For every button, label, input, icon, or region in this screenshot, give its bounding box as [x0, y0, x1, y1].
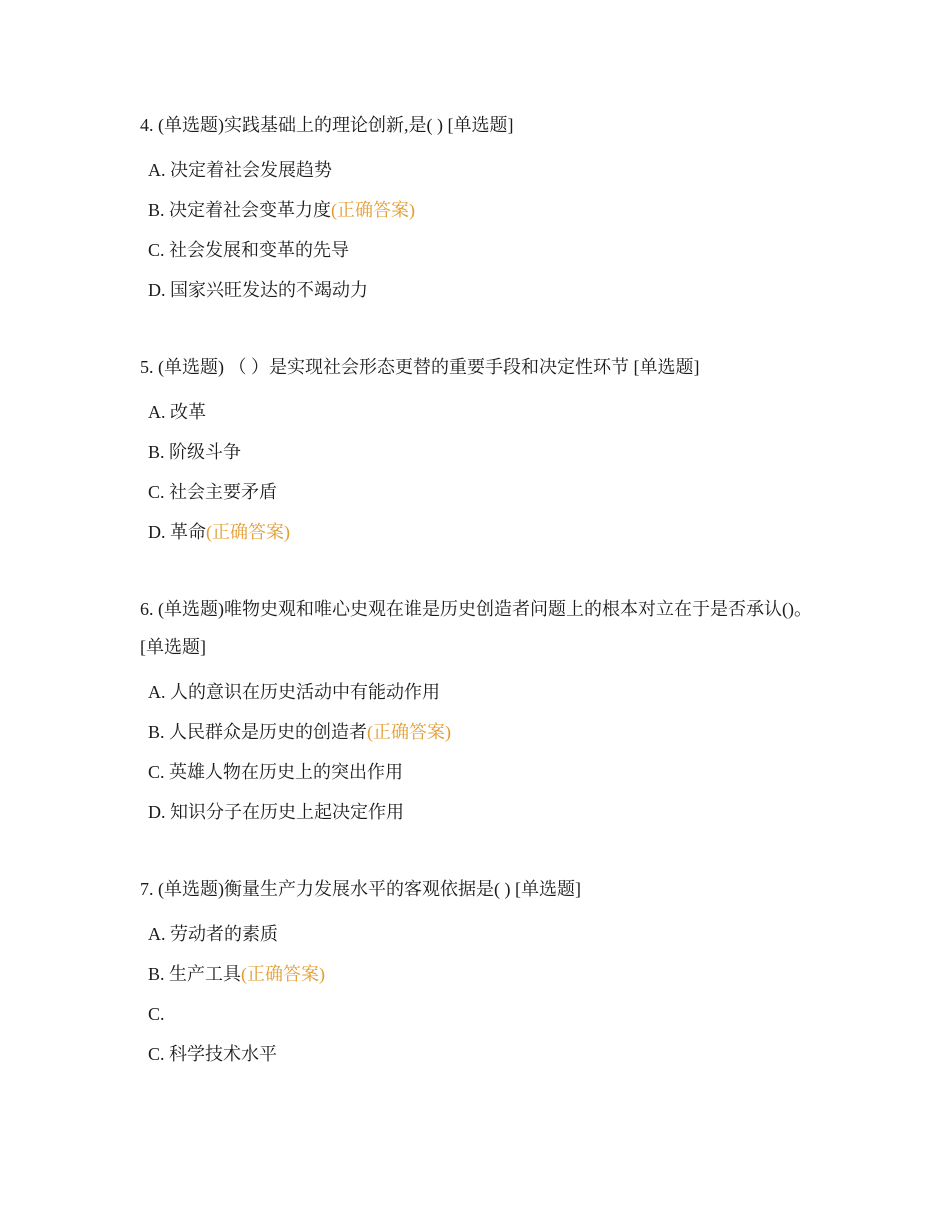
option-text: C. 社会发展和变革的先导 — [148, 240, 350, 260]
option-c-2 — [148, 1034, 820, 1074]
option-c — [148, 752, 820, 792]
question-stem: 4. (单选题)实践基础上的理论创新,是( ) [单选题] — [140, 115, 514, 135]
option-text: B. 阶级斗争 — [148, 442, 242, 462]
option-list — [148, 150, 820, 310]
question-4 — [140, 106, 820, 310]
option-text: A. 人的意识在历史活动中有能动作用 — [148, 682, 440, 702]
option-c — [148, 994, 820, 1034]
correct-answer-tag: (正确答案) — [331, 200, 416, 220]
option-a — [148, 392, 820, 432]
question-7 — [140, 870, 820, 1074]
option-text: D. 知识分子在历史上起决定作用 — [148, 802, 404, 822]
correct-answer-tag: (正确答案) — [241, 964, 326, 984]
option-a — [148, 672, 820, 712]
option-list — [148, 914, 820, 1074]
option-d — [148, 270, 820, 310]
option-text: A. 改革 — [148, 402, 206, 422]
option-text: B. 决定着社会变革力度 — [148, 200, 332, 220]
option-a — [148, 150, 820, 190]
option-b — [148, 432, 820, 472]
option-b — [148, 954, 820, 994]
option-text: D. 国家兴旺发达的不竭动力 — [148, 280, 368, 300]
question-5 — [140, 348, 820, 552]
option-d — [148, 512, 820, 552]
option-text: A. 劳动者的素质 — [148, 924, 278, 944]
question-stem: 7. (单选题)衡量生产力发展水平的客观依据是( ) [单选题] — [140, 879, 581, 899]
question-6 — [140, 590, 820, 832]
option-text: B. 人民群众是历史的创造者 — [148, 722, 368, 742]
option-c — [148, 472, 820, 512]
correct-answer-tag: (正确答案) — [206, 522, 290, 542]
correct-answer-tag: (正确答案) — [367, 722, 452, 742]
option-list — [148, 392, 820, 552]
option-text: D. 革命 — [148, 522, 206, 542]
option-b — [148, 712, 820, 752]
question-stem: 5. (单选题) （ ）是实现社会形态更替的重要手段和决定性环节 [单选题] — [140, 357, 700, 377]
question-stem: 6. (单选题)唯物史观和唯心史观在谁是历史创造者问题上的根本对立在于是否承认()。 [单选题] — [140, 599, 812, 657]
option-text: A. 决定着社会发展趋势 — [148, 160, 332, 180]
option-a — [148, 914, 820, 954]
option-text: C. — [148, 1004, 165, 1024]
option-c — [148, 230, 820, 270]
option-text: B. 生产工具 — [148, 964, 242, 984]
option-list — [148, 672, 820, 832]
option-d — [148, 792, 820, 832]
option-b — [148, 190, 820, 230]
option-text: C. 科学技术水平 — [148, 1044, 278, 1064]
option-text: C. 英雄人物在历史上的突出作用 — [148, 762, 404, 782]
option-text: C. 社会主要矛盾 — [148, 482, 278, 502]
